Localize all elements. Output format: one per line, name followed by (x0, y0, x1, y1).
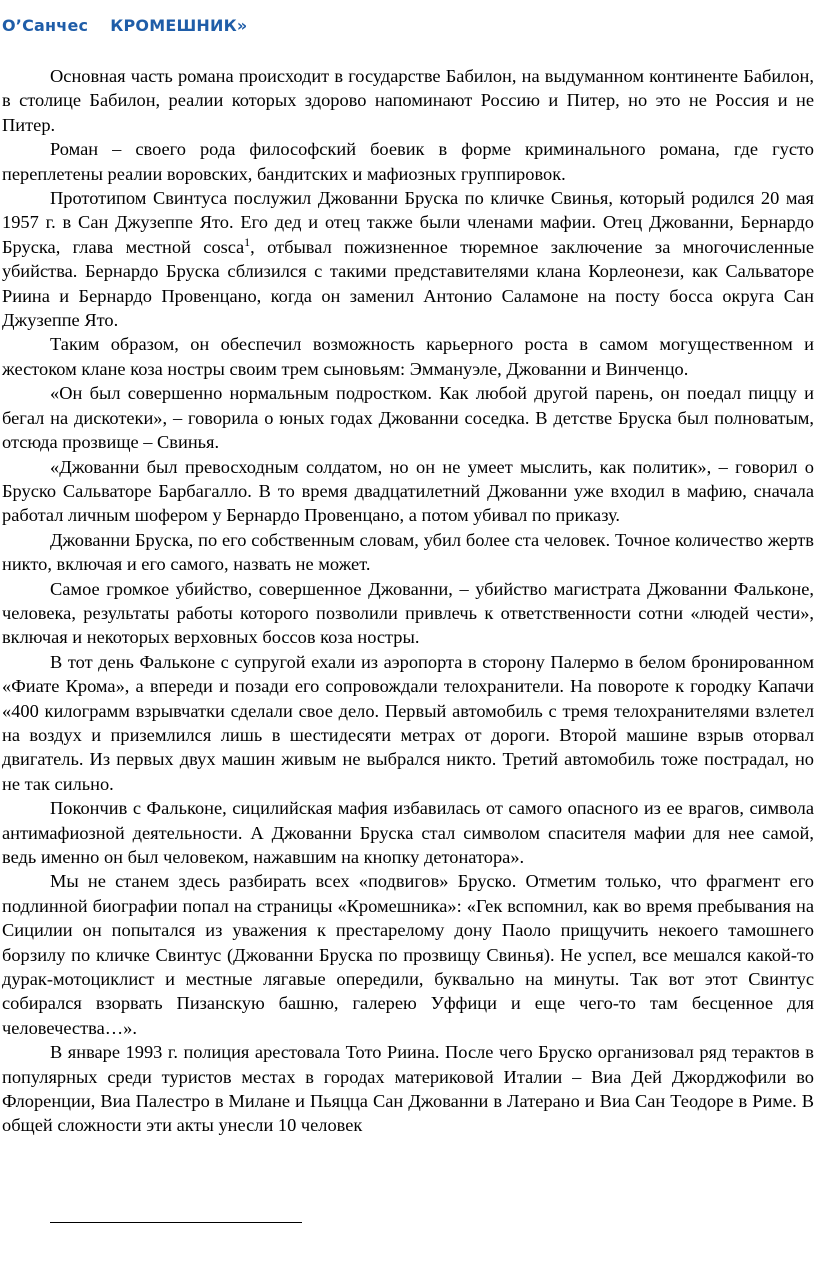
paragraph (2, 186, 814, 332)
paragraph: Таким образом, он обеспечил возможность карьерного роста в самом могущественном и жестоком клане коза ностры своим трем сыновьям: Эммануэле, Джованни и Винченцо. (2, 334, 814, 379)
footnote-reference[interactable]: 1 (244, 234, 251, 249)
paragraph: Покончив с Фальконе, сицилийская мафия избавилась от самого опасного из ее врагов, символа антимафиозной деятельности. А Джованни Бруска стал символом спасителя мафии для нее самой, ведь именно он был человеком, нажавшим на кнопку детонатора». (2, 798, 814, 867)
paragraph: «Он был совершенно нормальным подростком. Как любой другой парень, он поедал пиццу и бегал на дискотеки», – говорила о юных годах Джованни соседка. В детстве Бруска был полноватым, отсюда прозвище – Свинья. (2, 383, 814, 453)
paragraph-text: Прототипом Свинтуса послужил Джованни Бруска по кличке Свинья, который родился 20 мая 1957 г. в Сан Джузеппе Ято. Его дед и отец также были членами мафии. Отец Джованни, Бернардо Бруска, глава местной cosca (2, 188, 814, 257)
paragraph: Основная часть романа происходит в государстве Бабилон, на выдуманном континенте Бабилон, в столице Бабилон, реалии которых здорово напоминают Россию и Питер, но это не Россия и не Питер. (2, 66, 814, 135)
heading-title: КРОМЕШНИК» (110, 16, 248, 35)
paragraph: Самое громкое убийство, совершенное Джованни, – убийство магистрата Джованни Фальконе, человека, результаты работы которого позволили привлечь к ответственности сотни «людей чести», включая и некоторых верховных боссов коза ностры. (2, 578, 814, 648)
body-text (2, 64, 814, 1138)
paragraph: «Джованни был превосходным солдатом, но он не умеет мыслить, как политик», – говорил о Бруско Сальваторе Барбагалло. В то время двадцатилетний Джованни уже входил в мафию, сначала работал личным шофером у Бернардо Провенцано, а потом убивал по приказу. (2, 456, 814, 526)
paragraph: В январе 1993 г. полиция арестовала Тото Риина. После чего Бруско организовал ряд терактов в популярных среди туристов местах в городах материковой Италии – Виа Дей Джорджофили во Флоренции, Виа Палестро в Милане и Пьяцца Сан Джованни в Латерано и Виа Сан Теодоре в Риме. В общей сложности эти акты унесли 10 человек (2, 1042, 814, 1136)
footnote-separator (50, 1222, 302, 1223)
paragraph: Джованни Бруска, по его собственным словам, убил более ста человек. Точное количество жертв никто, включая и его самого, назвать не может. (2, 529, 814, 575)
heading-author: О’Санчес (2, 16, 89, 35)
paragraph: Мы не станем здесь разбирать всех «подвигов» Бруско. Отметим только, что фрагмент его подлинной биографии попал на страницы «Кромешника»: «Гек вспомнил, как во время пребывания на Сицилии он попытался из уважения к престарелому дону Паоло прищучить некоего тамошнего борзилу по кличке Свинтус (Джованни Бруска по прозвищу Свинья). Не успел, все мешался какой-то дурак-мотоциклист и местные лягавые опередили, буквально на минуты. Так вот этот Свинтус собирался взорвать Пизанскую башню, галерею Уффици и еще чего-то там бесценное для человечества…». (2, 871, 814, 1038)
paragraph: Роман – своего рода философский боевик в форме криминального романа, где густо переплетены реалии воровских, бандитских и мафиозных группировок. (2, 139, 814, 184)
paragraph: В тот день Фальконе с супругой ехали из аэропорта в сторону Палермо в белом бронированном «Фиате Крома», а впереди и позади его сопровождали телохранители. На повороте к городку Капачи «400 килограмм взрывчатки сделали свое дело. Первый автомобиль с тремя телохранителями взлетел на воздух и приземлился лишь в шестидесяти метрах от дороги. Второй машине взрыв оторвал двигатель. Из первых двух машин живым не выбрался никто. Третий автомобиль тоже пострадал, но не так сильно. (2, 651, 814, 794)
document-heading (2, 16, 247, 35)
paragraph-text: , отбывал пожизненное тюремное заключение за многочисленные убийства. Бернардо Бруска сблизился с такими представителями клана Корлеонези, как Сальваторе Риина и Бернардо Провенцано, когда он заменил Антонио Саламоне на посту босса округа Сан Джузеппе Ято. (2, 236, 815, 331)
